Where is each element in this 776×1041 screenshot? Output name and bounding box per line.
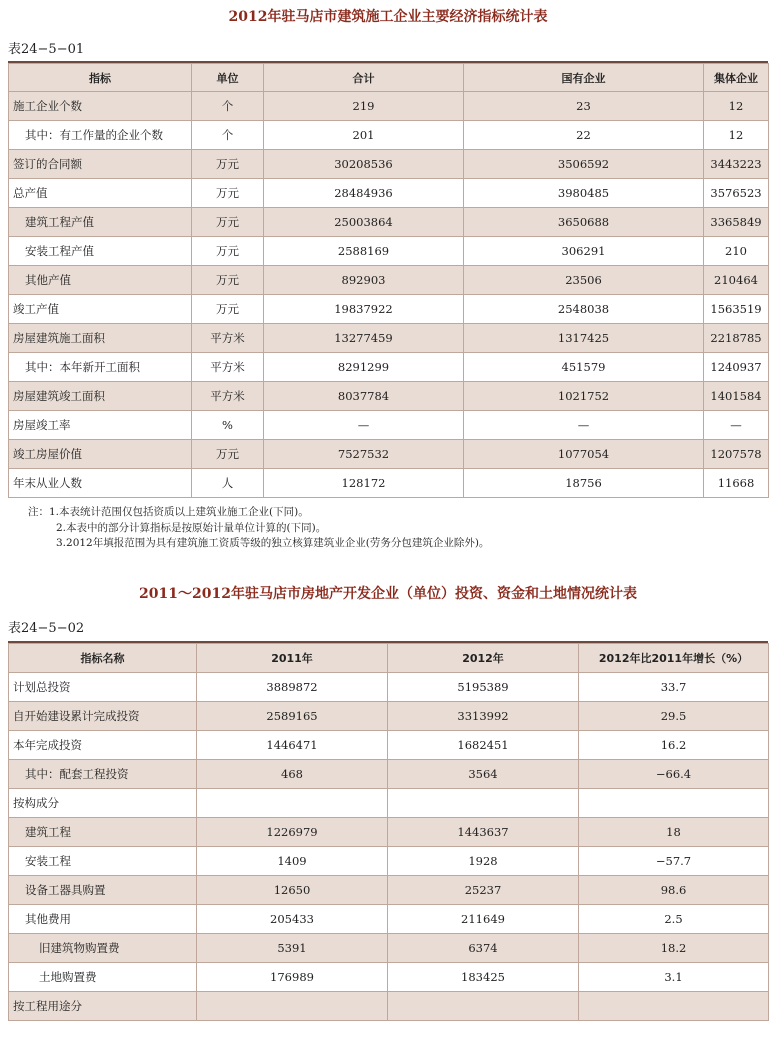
row-unit: 平方米	[192, 324, 264, 353]
row-2012: 1928	[388, 847, 579, 876]
row-label: 其他费用	[9, 905, 197, 934]
row-label: 施工企业个数	[9, 92, 192, 121]
row-state-owned: —	[464, 411, 704, 440]
row-unit: 平方米	[192, 382, 264, 411]
row-2012: 6374	[388, 934, 579, 963]
row-label: 年末从业人数	[9, 469, 192, 498]
row-2011: 176989	[197, 963, 388, 992]
row-collective: 1401584	[704, 382, 769, 411]
row-state-owned: 3650688	[464, 208, 704, 237]
row-state-owned: 23	[464, 92, 704, 121]
row-label: 其中：本年新开工面积	[9, 353, 192, 382]
row-2012	[388, 992, 579, 1021]
row-state-owned: 22	[464, 121, 704, 150]
row-collective: 11668	[704, 469, 769, 498]
table1-note-2: 2.本表中的部分计算指标是按原始计量单位计算的(下同)。	[56, 521, 327, 534]
row-total: 892903	[264, 266, 464, 295]
row-2011: 12650	[197, 876, 388, 905]
row-label: 其中：有工作量的企业个数	[9, 121, 192, 150]
table-row	[9, 440, 769, 469]
row-total: 8291299	[264, 353, 464, 382]
row-state-owned: 1021752	[464, 382, 704, 411]
row-label: 房屋竣工率	[9, 411, 192, 440]
row-growth: 98.6	[579, 876, 769, 905]
table-row	[9, 208, 769, 237]
row-2011: 468	[197, 760, 388, 789]
row-state-owned: 451579	[464, 353, 704, 382]
table-row	[9, 847, 769, 876]
table1-header-total: 合计	[264, 64, 464, 92]
table1-notes	[28, 505, 489, 552]
row-total: 25003864	[264, 208, 464, 237]
row-unit: 人	[192, 469, 264, 498]
table-row	[9, 411, 769, 440]
row-2012: 1682451	[388, 731, 579, 760]
row-unit: 万元	[192, 150, 264, 179]
row-2011	[197, 789, 388, 818]
row-label: 安装工程	[9, 847, 197, 876]
row-label: 建筑工程	[9, 818, 197, 847]
row-state-owned: 23506	[464, 266, 704, 295]
row-unit: 万元	[192, 266, 264, 295]
row-unit: 万元	[192, 440, 264, 469]
row-growth: 16.2	[579, 731, 769, 760]
table-row	[9, 92, 769, 121]
row-collective: 2218785	[704, 324, 769, 353]
table1-header-unit: 单位	[192, 64, 264, 92]
row-collective: 12	[704, 92, 769, 121]
row-state-owned: 18756	[464, 469, 704, 498]
table-row	[9, 266, 769, 295]
table-row	[9, 876, 769, 905]
table-row	[9, 121, 769, 150]
table2-header-row	[9, 644, 769, 673]
row-growth: −66.4	[579, 760, 769, 789]
row-state-owned: 1317425	[464, 324, 704, 353]
table-row	[9, 731, 769, 760]
row-label: 其中：配套工程投资	[9, 760, 197, 789]
row-label: 竣工产值	[9, 295, 192, 324]
row-state-owned: 2548038	[464, 295, 704, 324]
row-label: 设备工器具购置	[9, 876, 197, 905]
row-total: 19837922	[264, 295, 464, 324]
table-row	[9, 295, 769, 324]
row-growth: 2.5	[579, 905, 769, 934]
row-unit: 万元	[192, 208, 264, 237]
row-collective: —	[704, 411, 769, 440]
table2-header-indicator-name: 指标名称	[9, 644, 197, 673]
row-2011: 3889872	[197, 673, 388, 702]
row-total: 7527532	[264, 440, 464, 469]
row-state-owned: 306291	[464, 237, 704, 266]
table-row	[9, 469, 769, 498]
table-row	[9, 818, 769, 847]
row-state-owned: 3506592	[464, 150, 704, 179]
table-row	[9, 905, 769, 934]
row-unit: 平方米	[192, 353, 264, 382]
table2	[8, 643, 769, 1021]
row-unit: 万元	[192, 295, 264, 324]
table1-note-1: 注：1.本表统计范围仅包括资质以上建筑业施工企业(下同)。	[28, 506, 309, 518]
table2-id: 表24−5−02	[8, 621, 85, 636]
row-label: 按工程用途分	[9, 992, 197, 1021]
row-total: 219	[264, 92, 464, 121]
row-2011: 1226979	[197, 818, 388, 847]
row-2012: 3564	[388, 760, 579, 789]
row-growth: 18.2	[579, 934, 769, 963]
row-2011: 1446471	[197, 731, 388, 760]
table-row	[9, 353, 769, 382]
table1-header-state-owned: 国有企业	[464, 64, 704, 92]
row-growth: −57.7	[579, 847, 769, 876]
row-label: 房屋建筑施工面积	[9, 324, 192, 353]
row-label: 安装工程产值	[9, 237, 192, 266]
row-collective: 210464	[704, 266, 769, 295]
row-growth	[579, 789, 769, 818]
row-2012: 1443637	[388, 818, 579, 847]
row-label: 按构成分	[9, 789, 197, 818]
row-label: 竣工房屋价值	[9, 440, 192, 469]
table-row	[9, 760, 769, 789]
table1	[8, 63, 769, 498]
table2-header-growth: 2012年比2011年增长（%）	[579, 644, 769, 673]
row-label: 自开始建设累计完成投资	[9, 702, 197, 731]
row-unit: 万元	[192, 179, 264, 208]
table-row	[9, 934, 769, 963]
row-state-owned: 3980485	[464, 179, 704, 208]
row-2012: 25237	[388, 876, 579, 905]
table2-header-2012: 2012年	[388, 644, 579, 673]
row-label: 计划总投资	[9, 673, 197, 702]
row-2012	[388, 789, 579, 818]
row-unit: 个	[192, 92, 264, 121]
table-row	[9, 382, 769, 411]
table1-id: 表24−5−01	[8, 42, 85, 57]
table-row	[9, 702, 769, 731]
table-row	[9, 673, 769, 702]
row-growth	[579, 992, 769, 1021]
row-growth: 18	[579, 818, 769, 847]
row-2011	[197, 992, 388, 1021]
row-2011: 1409	[197, 847, 388, 876]
row-label: 签订的合同额	[9, 150, 192, 179]
table-row	[9, 237, 769, 266]
table-row	[9, 992, 769, 1021]
table-row	[9, 789, 769, 818]
row-label: 旧建筑物购置费	[9, 934, 197, 963]
row-2011: 5391	[197, 934, 388, 963]
row-collective: 1240937	[704, 353, 769, 382]
row-collective: 1207578	[704, 440, 769, 469]
table1-header-indicator: 指标	[9, 64, 192, 92]
row-2012: 5195389	[388, 673, 579, 702]
table1-header-row	[9, 64, 769, 92]
row-total: —	[264, 411, 464, 440]
table2-header-2011: 2011年	[197, 644, 388, 673]
row-2012: 183425	[388, 963, 579, 992]
row-total: 2588169	[264, 237, 464, 266]
row-growth: 29.5	[579, 702, 769, 731]
table-row	[9, 179, 769, 208]
row-total: 28484936	[264, 179, 464, 208]
row-unit: 个	[192, 121, 264, 150]
row-state-owned: 1077054	[464, 440, 704, 469]
table-row	[9, 324, 769, 353]
table1-note-3: 3.2012年填报范围为具有建筑施工资质等级的独立核算建筑业企业(劳务分包建筑企业除外)。	[56, 537, 490, 549]
table2-title: 2011～2012年驻马店市房地产开发企业（单位）投资、资金和土地情况统计表	[139, 586, 637, 602]
row-label: 土地购置费	[9, 963, 197, 992]
row-label: 建筑工程产值	[9, 208, 192, 237]
row-collective: 1563519	[704, 295, 769, 324]
row-total: 13277459	[264, 324, 464, 353]
row-2012: 211649	[388, 905, 579, 934]
row-label: 其他产值	[9, 266, 192, 295]
row-total: 8037784	[264, 382, 464, 411]
row-label: 房屋建筑竣工面积	[9, 382, 192, 411]
row-growth: 3.1	[579, 963, 769, 992]
table-row	[9, 963, 769, 992]
row-collective: 3576523	[704, 179, 769, 208]
table1-header-collective: 集体企业	[704, 64, 769, 92]
row-collective: 210	[704, 237, 769, 266]
row-2011: 2589165	[197, 702, 388, 731]
row-label: 总产值	[9, 179, 192, 208]
row-collective: 3365849	[704, 208, 769, 237]
table-row	[9, 150, 769, 179]
table1-title: 2012年驻马店市建筑施工企业主要经济指标统计表	[228, 9, 548, 25]
row-collective: 12	[704, 121, 769, 150]
row-total: 30208536	[264, 150, 464, 179]
row-2012: 3313992	[388, 702, 579, 731]
row-label: 本年完成投资	[9, 731, 197, 760]
row-total: 201	[264, 121, 464, 150]
row-unit: 万元	[192, 237, 264, 266]
row-growth: 33.7	[579, 673, 769, 702]
row-total: 128172	[264, 469, 464, 498]
row-2011: 205433	[197, 905, 388, 934]
row-unit: %	[192, 411, 264, 440]
row-collective: 3443223	[704, 150, 769, 179]
